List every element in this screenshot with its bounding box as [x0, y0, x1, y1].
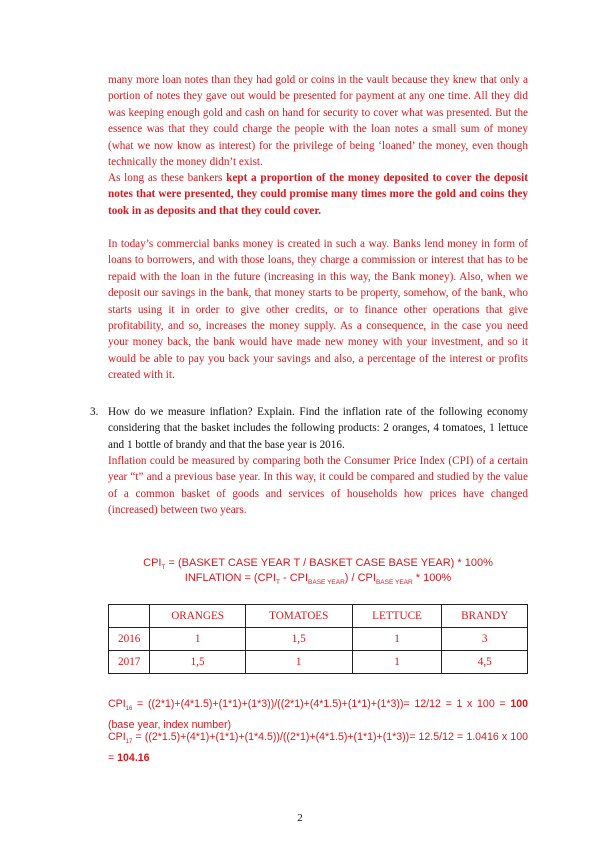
paragraph-loan-notes: many more loan notes than they had gold or coins in the vault because they knew that only a portion of notes they gave out would be presented for payment at any one time. All they did was keeping enough gold and cash on hand for security to cover what was presented. But the essence was that they could charge the people with the loan notes a small sum of money (what we now know as interest) for the privilege of being ‘loaned’ the money, even though technically the money didn’t exist. — [108, 74, 528, 169]
table-cell: 1 — [245, 651, 352, 674]
paragraph-bankers-text: As long as these bankers — [108, 172, 227, 184]
table-header-cell — [109, 605, 150, 628]
table-cell: 3 — [442, 628, 528, 651]
table-cell: 1,5 — [245, 628, 352, 651]
cpi-2016-calculation — [108, 696, 528, 733]
table-cell: 1 — [150, 628, 245, 651]
cpi-2017-result: 104.16 — [117, 752, 150, 765]
cpi-2016-expression: = ((2*1)+(4*1.5)+(1*1)+(1*3))/((2*1)+(4*1.5)+(1*1)+(1*3))= 12/12 = 1 x 100 = — [132, 698, 511, 710]
table-header-cell: LETTUCE — [352, 605, 442, 628]
inflation-sub-base-1: BASE YEAR — [308, 579, 345, 587]
table-header-cell: BRANDY — [442, 605, 528, 628]
question-number: 3. — [90, 406, 99, 418]
cpi-2017-label: CPI — [108, 731, 126, 743]
paragraph-commercial-banks: In today’s commercial banks money is created in such a way. Banks lend money in form of loans to borrowers, and with those loans, they charge a commission or interest that has to be repaid with the loan in the future (increasing in this way, the Bank money). Also, when we deposit our savings in the bank, that money starts to be property, somehow, of the bank, who starts using it in order to give other credits, or to finance other operations that give profitability, and so, increases the money supply. As a consequence, in the case you need your money back, the bank would have made new money with your investment, and so it would be able to pay you back your savings and also, a percentage of the interest or profits created with it. — [108, 238, 528, 382]
cpi-2016-sub: 16 — [125, 706, 133, 713]
inflation-formula-mid: - CPI — [279, 572, 309, 584]
cpi-2016-label: CPI — [108, 698, 126, 710]
inflation-sub-t: T — [275, 579, 280, 587]
inflation-formula-mid2: ) / CPI — [344, 572, 376, 584]
page-number: 2 — [297, 812, 303, 824]
paragraph-bankers-bold: kept a proportion of the money deposited to cover the deposit notes that were presented, they could promise many times more the gold and coins they took in as deposits and that they could cover. — [108, 172, 528, 217]
inflation-formula-end: * 100% — [412, 572, 452, 584]
table-cell: 2016 — [109, 628, 150, 651]
inflation-formula — [108, 571, 528, 590]
cpi-2017-sub: 17 — [125, 739, 133, 746]
table-row — [109, 651, 528, 674]
table-header-cell: ORANGES — [150, 605, 245, 628]
basket-price-table — [108, 604, 528, 674]
cpi-2016-note: (base year, index number) — [108, 719, 232, 732]
inflation-sub-base-2: BASE YEAR — [375, 579, 413, 587]
cpi-2017-expression: = ((2*1.5)+(4*1)+(1*1)+(1*4.5))/((2*1)+(4*1.5)+(1*1)+(1*3))= 12.5/12 = 1.0416 x 100 = — [108, 731, 528, 765]
table-cell: 4,5 — [442, 651, 528, 674]
cpi-2016-result: 100 — [510, 698, 528, 710]
table-header-row — [109, 605, 528, 628]
answer-text: Inflation could be measured by comparing both the Consumer Price Index (CPI) of a certain year “t” and a previous base year. In this way, it could be compared and studied by the value of a common basket of goods and services of households how prices have changed (increased) between two years. — [108, 455, 528, 517]
table-header-cell: TOMATOES — [245, 605, 352, 628]
question-text: How do we measure inflation? Explain. Find the inflation rate of the following economy considering that the basket includes the following products: 2 oranges, 4 tomatoes, 1 lettuce and 1 bottle of brandy and that the base year is 2016. — [108, 406, 528, 451]
paragraph-bankers — [108, 170, 528, 219]
cpi-formula-sub: T — [161, 564, 166, 572]
table-row — [109, 628, 528, 651]
inflation-formula-start: INFLATION = (CPI — [184, 572, 276, 584]
table-cell: 1 — [352, 628, 442, 651]
cpi-formula-body: = (BASKET CASE YEAR T / BASKET CASE BASE YEAR) * 100% — [165, 557, 493, 569]
cpi-formula-label: CPI — [143, 557, 162, 569]
cpi-2017-calculation — [108, 729, 528, 766]
table-cell: 1 — [352, 651, 442, 674]
table-cell: 2017 — [109, 651, 150, 674]
table-cell: 1,5 — [150, 651, 245, 674]
